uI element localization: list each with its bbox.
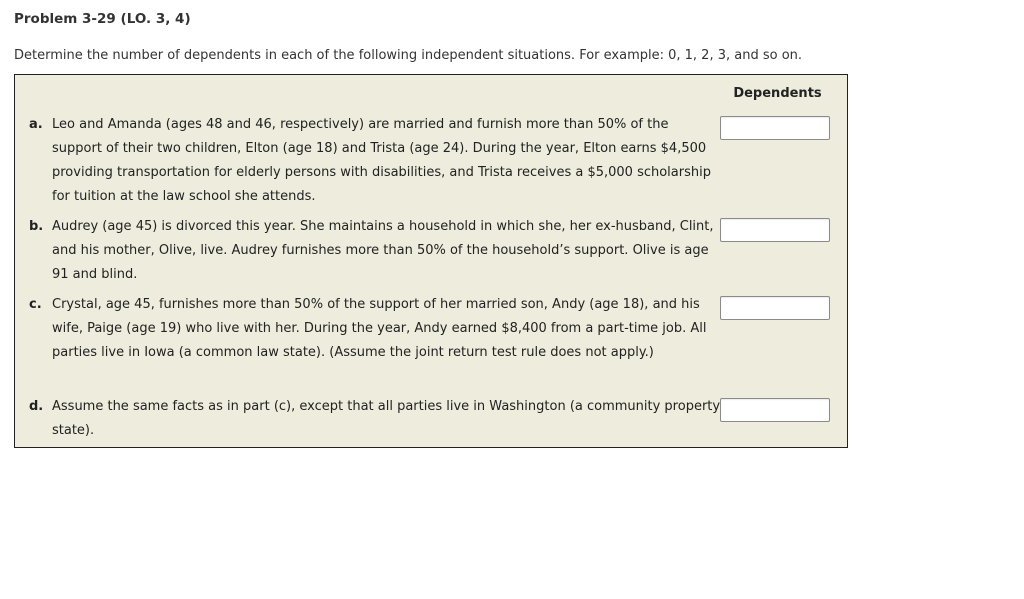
item-d-text: Assume the same facts as in part (c), except that all parties live in Washington (a community property state). [52, 399, 721, 438]
item-d-dependents-input[interactable] [720, 398, 830, 422]
item-c-text: Crystal, age 45, furnishes more than 50% of the support of her married son, Andy (age 18), and his wife, Paige (age 19) who live with her. During the year, Andy earned $8,400 from a part-time job. All parties live in Iowa (a common law state). (Assume the joint return test rule does not apply.) [52, 297, 707, 360]
instructions-text: Determine the number of dependents in each of the following independent situations. For example: 0, 1, 2, 3, and so on. [14, 48, 803, 63]
item-b-letter: b. [29, 219, 44, 234]
item-a-text: Leo and Amanda (ages 48 and 46, respectively) are married and furnish more than 50% of the support of their two children, Elton (age 18) and Trista (age 24). During the year, Elton earns $4,500 providing transportation for elderly persons with disabilities, and Trista receives a $5,000 scholarship for tuition at the law school she attends. [52, 117, 711, 204]
item-d-letter: d. [29, 399, 44, 414]
item-b-text: Audrey (age 45) is divorced this year. She maintains a household in which she, her ex-husband, Clint, and his mother, Olive, live. Audrey furnishes more than 50% of the household’s support. Olive is age 91 and blind. [52, 219, 714, 282]
item-c-letter: c. [29, 297, 42, 312]
dependents-panel [14, 74, 848, 448]
item-a-dependents-input[interactable] [720, 116, 830, 140]
dependents-column-header: Dependents [733, 86, 822, 101]
item-a-letter: a. [29, 117, 43, 132]
item-c-dependents-input[interactable] [720, 296, 830, 320]
item-b-dependents-input[interactable] [720, 218, 830, 242]
problem-title: Problem 3-29 (LO. 3, 4) [14, 11, 191, 27]
